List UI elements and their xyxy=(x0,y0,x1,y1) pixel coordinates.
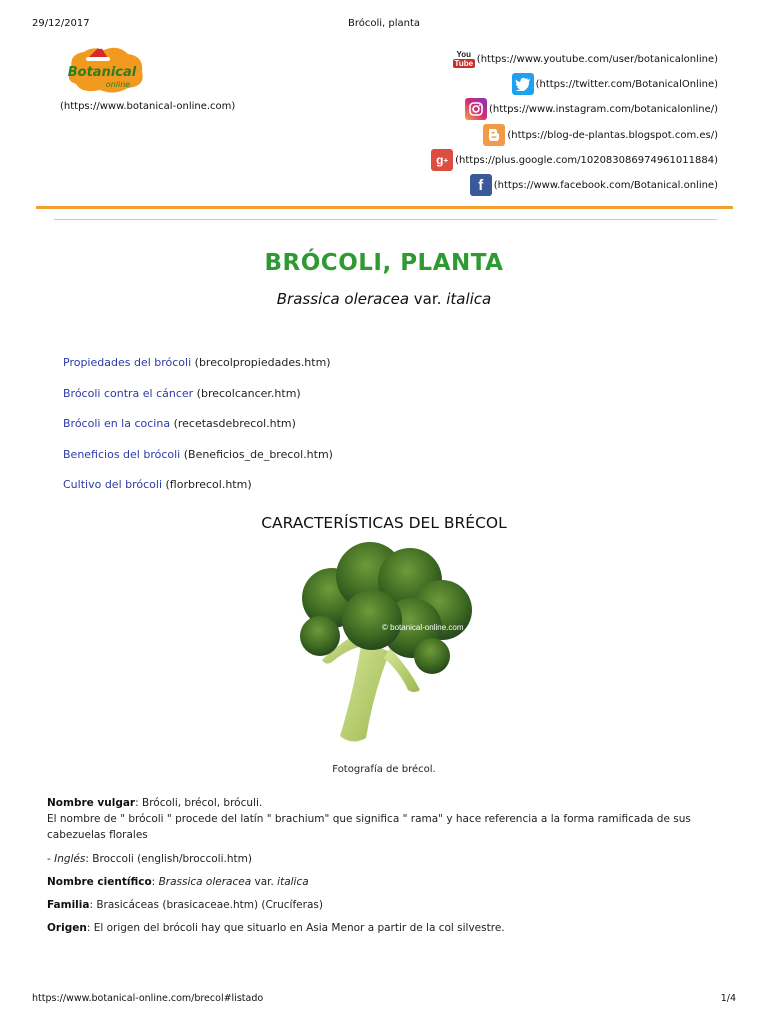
nombre-vulgar xyxy=(47,795,717,843)
footer-page-number: 1/4 xyxy=(720,993,736,1004)
twitter-url: (https://twitter.com/BotanicalOnline) xyxy=(535,78,718,90)
link-href: (brecolcancer.htm) xyxy=(193,386,301,400)
twitter-icon xyxy=(512,73,534,95)
botanical-logo[interactable] xyxy=(62,42,148,98)
link-propiedades[interactable]: Propiedades del brócoli xyxy=(63,356,192,369)
header-divider-orange xyxy=(36,206,733,209)
nombre-vulgar-label: Nombre vulgar xyxy=(47,797,136,809)
related-links xyxy=(63,348,333,501)
cientifico-italica: italica xyxy=(277,876,309,888)
link-href: (brecolpropiedades.htm) xyxy=(191,356,331,369)
header-divider-grey xyxy=(54,219,717,220)
photo-caption: Fotografía de brécol. xyxy=(332,764,436,775)
logo-text: Botanical xyxy=(67,65,137,80)
origen-label: Origen xyxy=(47,922,87,934)
facebook-url: (https://www.facebook.com/Botanical.online) xyxy=(493,179,718,191)
link-href: (recetasdebrecol.htm) xyxy=(170,417,296,430)
familia-value[interactable]: : Brasicáceas (brasicaceae.htm) (Crucíferas) xyxy=(89,899,323,911)
list-item xyxy=(63,348,333,379)
instagram-icon xyxy=(465,98,487,120)
ingles-prefix: - xyxy=(47,853,55,865)
ingles-label: Inglés xyxy=(54,853,86,865)
nombre-description: El nombre de " brócoli " procede del latín " brachium" que significa " rama" y hace referencia a la forma ramificada de sus cabezuelas florales xyxy=(47,813,691,841)
blogger-icon xyxy=(483,124,505,146)
logo-url[interactable]: (https://www.botanical-online.com) xyxy=(60,101,236,112)
nombre-cientifico xyxy=(47,874,717,890)
ingles-value[interactable]: : Broccoli (english/broccoli.htm) xyxy=(85,853,252,865)
footer-url: https://www.botanical-online.com/brecol#listado xyxy=(32,993,264,1004)
social-blogger[interactable] xyxy=(483,124,718,146)
list-item xyxy=(63,379,333,410)
cientifico-label: Nombre científico xyxy=(47,876,152,888)
social-google-plus[interactable] xyxy=(431,149,718,171)
familia-label: Familia xyxy=(47,899,90,911)
print-date: 29/12/2017 xyxy=(32,18,90,29)
link-beneficios[interactable]: Beneficios del brócoli xyxy=(63,447,181,461)
instagram-url: (https://www.instagram.com/botanicalonline/) xyxy=(489,103,718,115)
nombre-vulgar-value: : Brócoli, brécol, bróculi. xyxy=(135,797,263,809)
photo-watermark: © botanical-online.com xyxy=(382,623,464,632)
cientifico-sci: Brassica oleracea xyxy=(158,876,252,888)
social-facebook[interactable] xyxy=(470,174,718,196)
section-heading: CARACTERÍSTICAS DEL BRÉCOL xyxy=(261,514,507,532)
list-item xyxy=(63,409,333,440)
broccoli-photo xyxy=(292,540,482,750)
social-youtube[interactable] xyxy=(453,48,718,70)
origen xyxy=(47,920,717,936)
familia xyxy=(47,897,717,913)
youtube-icon: You Tube xyxy=(454,50,474,68)
google-plus-url: (https://plus.google.com/102083086974961011884) xyxy=(455,154,718,166)
link-cultivo[interactable]: Cultivo del brócoli xyxy=(63,478,162,491)
page-subtitle xyxy=(0,290,768,308)
page-title: BRÓCOLI, PLANTA xyxy=(264,250,504,276)
list-item xyxy=(63,470,333,501)
logo-sub-text: online xyxy=(105,80,131,89)
social-twitter[interactable] xyxy=(512,73,718,95)
origen-value: : El origen del brócoli hay que situarlo en Asia Menor a partir de la col silvestre. xyxy=(86,922,505,934)
subtitle-var: var. xyxy=(409,290,447,308)
subtitle-scientific-name: Brassica oleracea xyxy=(276,290,410,308)
link-href: (florbrecol.htm) xyxy=(162,478,252,491)
print-title: Brócoli, planta xyxy=(347,18,421,29)
youtube-url: (https://www.youtube.com/user/botanicalonline) xyxy=(476,53,718,65)
google-plus-icon: g + xyxy=(431,149,453,171)
link-cocina[interactable]: Brócoli en la cocina xyxy=(63,417,171,430)
link-href: (Beneficios_de_brecol.htm) xyxy=(180,447,333,461)
ingles xyxy=(47,851,717,867)
cientifico-var: var. xyxy=(251,876,278,888)
social-instagram[interactable] xyxy=(465,98,718,120)
blogger-url: (https://blog-de-plantas.blogspot.com.es/) xyxy=(507,129,718,141)
link-cancer[interactable]: Brócoli contra el cáncer xyxy=(63,386,194,400)
subtitle-variety: italica xyxy=(446,290,492,308)
facebook-icon: f xyxy=(470,174,492,196)
list-item xyxy=(63,440,333,471)
cientifico-sep: : xyxy=(151,876,159,888)
